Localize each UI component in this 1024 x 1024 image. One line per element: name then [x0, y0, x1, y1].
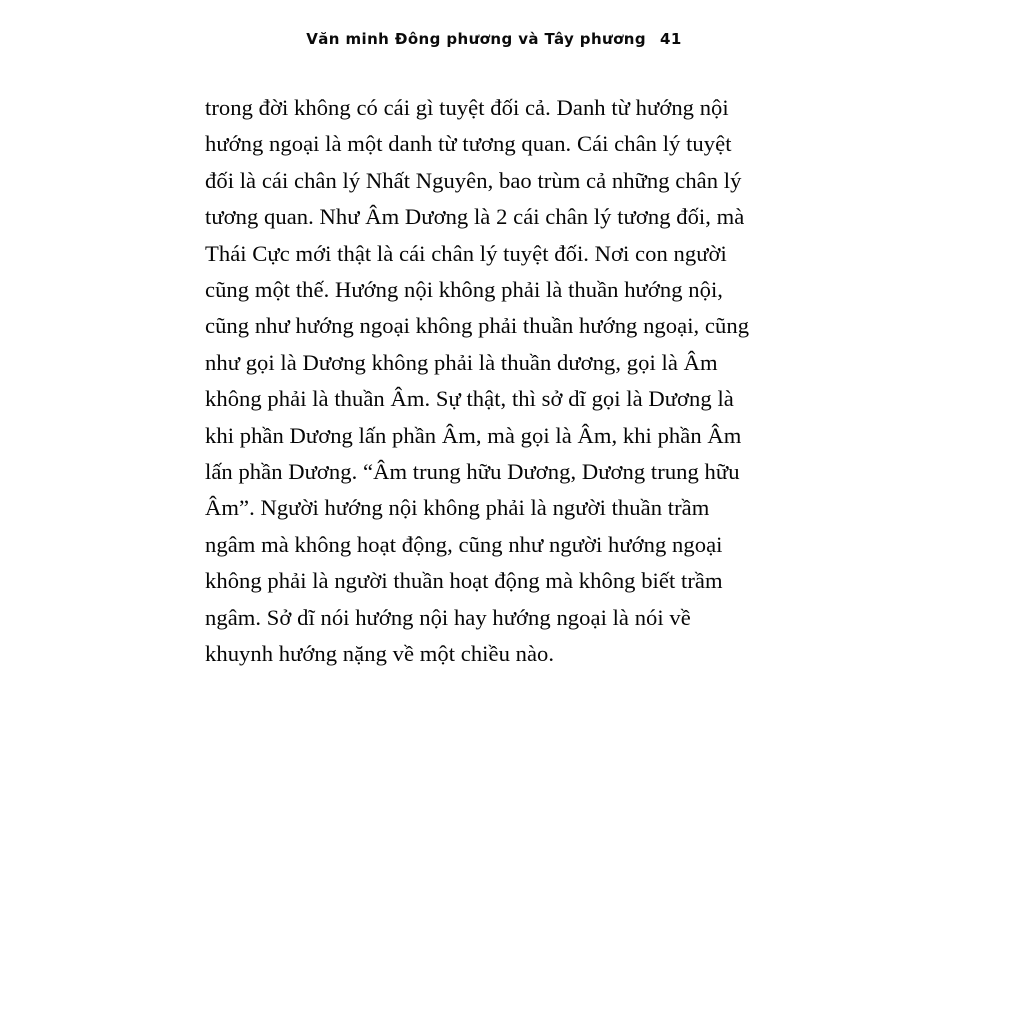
- body-paragraph: trong đời không có cái gì tuyệt đối cả. Danh từ hướng nội hướng ngoại là một danh từ tương quan. Cái chân lý tuyệt đối là cái chân lý Nhất Nguyên, bao trùm cả những chân lý tương quan. Như Âm Dương là 2 cái chân lý tương đối, mà Thái Cực mới thật là cái chân lý tuyệt đối. Nơi con người cũng một thế. Hướng nội không phải là thuần hướng nội, cũng như hướng ngoại không phải thuần hướng ngoại, cũng như gọi là Dương không phải là thuần dương, gọi là Âm không phải là thuần Âm. Sự thật, thì sở dĩ gọi là Dương là khi phần Dương lấn phần Âm, mà gọi là Âm, khi phần Âm lấn phần Dương. “Âm trung hữu Dương, Dương trung hữu Âm”. Người hướng nội không phải là người thuần trầm ngâm mà không hoạt động, cũng như người hướng ngoại không phải là người thuần hoạt động mà không biết trầm ngâm. Sở dĩ nói hướng nội hay hướng ngoại là nói về khuynh hướng nặng về một chiều nào.: [205, 95, 750, 667]
- body-text: [205, 90, 761, 673]
- running-head: [0, 30, 1024, 48]
- page-number: 41: [660, 30, 682, 48]
- running-head-title: Văn minh Đông phương và Tây phương: [306, 30, 647, 48]
